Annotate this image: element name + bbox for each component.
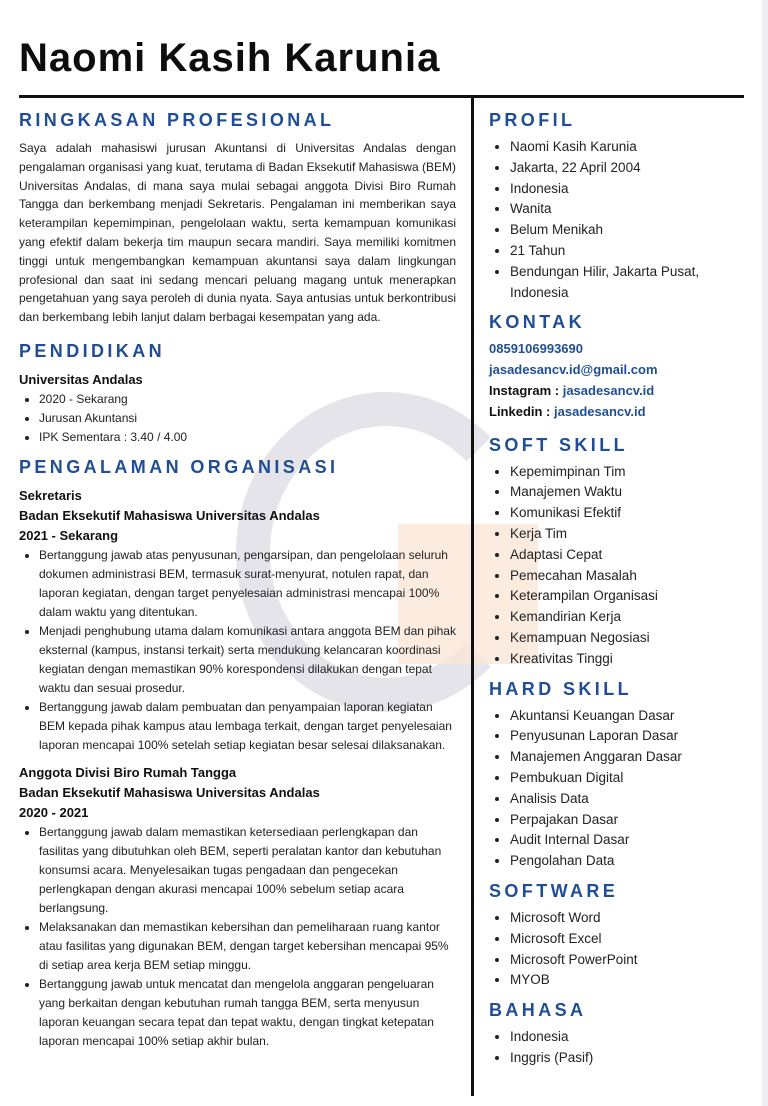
- list-item: • 2020 - Sekarang: [39, 390, 456, 409]
- list-item: • Penyusunan Laporan Dasar: [510, 726, 749, 747]
- experience-entry: [19, 486, 456, 755]
- list-item: • Pengolahan Data: [510, 851, 749, 872]
- list-item: • Perpajakan Dasar: [510, 810, 749, 831]
- list-item: • Melaksanakan dan memastikan kebersihan dan pemeliharaan ruang kantor atau fasilitas yang digunakan BEM, dengan target kebersihan mencapai 95% di setiap area kerja BEM setiap minggu.: [39, 918, 456, 975]
- experience-org: Badan Eksekutif Mahasiswa Universitas Andalas: [19, 507, 320, 523]
- software-list: [489, 908, 749, 991]
- software-heading: SOFTWARE: [489, 880, 619, 901]
- list-item: • Bendungan Hilir, Jakarta Pusat, Indonesia: [510, 262, 749, 304]
- list-item: • Kemandirian Kerja: [510, 607, 749, 628]
- language-list: [489, 1027, 749, 1069]
- list-item: • Adaptasi Cepat: [510, 545, 749, 566]
- profile-heading: PROFIL: [489, 110, 576, 130]
- list-item: • Manajemen Anggaran Dasar: [510, 747, 749, 768]
- list-item: • Bertanggung jawab dalam pembuatan dan penyampaian laporan kegiatan BEM kepada pihak kampus atau lembaga terkait, dengan target penyelesaian laporan mencapai 100% setelah setiap kegiatan besar selesai dilaksanakan.: [39, 698, 456, 755]
- hard-skill-section: [489, 679, 749, 872]
- list-item: • Pemecahan Masalah: [510, 566, 749, 587]
- list-item: • Komunikasi Efektif: [510, 503, 749, 524]
- soft-skill-heading: SOFT SKILL: [489, 434, 628, 455]
- experience-entry: [19, 763, 456, 1051]
- hard-skill-heading: HARD SKILL: [489, 678, 632, 699]
- software-section: [489, 881, 749, 991]
- summary-section: [19, 110, 456, 327]
- profile-list: [489, 137, 749, 303]
- list-item: • Naomi Kasih Karunia: [510, 137, 749, 158]
- right-column: [489, 110, 749, 1078]
- list-item: • Bertanggung jawab dalam memastikan ketersediaan perlengkapan dan fasilitas yang dibutuhkan oleh BEM, seperti peralatan kantor dan kebutuhan konsumsi acara. Menyelesaikan tugas pengadaan dan pengecekan perlengkapan dengan akurasi mencapai 100% sebelum setiap acara berlangsung.: [39, 823, 456, 918]
- list-item: • Microsoft Excel: [510, 929, 749, 950]
- education-section: [19, 341, 456, 447]
- list-item: • Jakarta, 22 April 2004: [510, 158, 749, 179]
- list-item: • Kreativitas Tinggi: [510, 649, 749, 670]
- page-title: Naomi Kasih Karunia: [19, 36, 441, 80]
- contact-instagram-row: [489, 381, 749, 402]
- contact-linkedin-row: [489, 402, 749, 423]
- linkedin-link[interactable]: jasadesancv.id: [554, 403, 646, 419]
- list-item: • Wanita: [510, 199, 749, 220]
- list-item: • Microsoft Word: [510, 908, 749, 929]
- education-school: Universitas Andalas: [19, 371, 143, 387]
- experience-period: 2020 - 2021: [19, 804, 89, 820]
- list-item: • Audit Internal Dasar: [510, 830, 749, 851]
- experience-heading: PENGALAMAN ORGANISASI: [19, 456, 339, 477]
- contact-phone[interactable]: 0859106993690: [489, 341, 583, 357]
- list-item: • Indonesia: [510, 1027, 749, 1048]
- experience-bullets: [19, 546, 456, 755]
- experience-role: Sekretaris: [19, 487, 82, 503]
- linkedin-label: Linkedin :: [489, 403, 551, 419]
- list-item: • 21 Tahun: [510, 241, 749, 262]
- list-item: • Bertanggung jawab atas penyusunan, pengarsipan, dan pengelolaan seluruh dokumen administrasi BEM, termasuk surat-menyurat, notulen rapat, dan laporan kegiatan, dengan target penyelesaian administrasi mencapai 100% dalam waktu yang ditentukan.: [39, 546, 456, 622]
- experience-role: Anggota Divisi Biro Rumah Tangga: [19, 764, 237, 780]
- experience-period: 2021 - Sekarang: [19, 527, 119, 543]
- soft-skill-list: [489, 462, 749, 670]
- contact-section: [489, 312, 749, 422]
- list-item: • Microsoft PowerPoint: [510, 950, 749, 971]
- experience-section: [19, 457, 456, 1051]
- instagram-label: Instagram :: [489, 382, 560, 398]
- list-item: • Kepemimpinan Tim: [510, 462, 749, 483]
- list-item: • Jurusan Akuntansi: [39, 409, 456, 428]
- education-list: [19, 390, 456, 447]
- list-item: • Indonesia: [510, 179, 749, 200]
- education-heading: PENDIDIKAN: [19, 340, 166, 361]
- list-item: • Pembukuan Digital: [510, 768, 749, 789]
- list-item: • Analisis Data: [510, 789, 749, 810]
- list-item: • Keterampilan Organisasi: [510, 586, 749, 607]
- soft-skill-section: [489, 435, 749, 670]
- list-item: • Kerja Tim: [510, 524, 749, 545]
- hard-skill-list: [489, 706, 749, 872]
- list-item: • Kemampuan Negosiasi: [510, 628, 749, 649]
- experience-bullets: [19, 823, 456, 1051]
- list-item: • IPK Sementara : 3.40 / 4.00: [39, 428, 456, 447]
- contact-email[interactable]: jasadesancv.id@gmail.com: [489, 362, 658, 378]
- list-item: • Menjadi penghubung utama dalam komunikasi antara anggota BEM dan pihak eksternal (kampus, instansi terkait) serta mendukung kelancaran koordinasi kegiatan dengan memastikan 90% korespondensi dilakukan dengan tepat waktu dan sesuai prosedur.: [39, 622, 456, 698]
- left-column: [19, 110, 456, 1059]
- list-item: • Bertanggung jawab untuk mencatat dan mengelola anggaran pengeluaran yang berkaitan dengan kebutuhan rumah tangga BEM, serta menyusun laporan keuangan secara tepat dan tepat waktu, dengan tingkat ketepatan laporan mencapai 100% setiap akhir bulan.: [39, 975, 456, 1051]
- summary-heading: RINGKASAN PROFESIONAL: [19, 110, 335, 130]
- contact-heading: KONTAK: [489, 312, 586, 333]
- list-item: • Belum Menikah: [510, 220, 749, 241]
- list-item: • MYOB: [510, 970, 749, 991]
- list-item: • Manajemen Waktu: [510, 482, 749, 503]
- experience-org: Badan Eksekutif Mahasiswa Universitas Andalas: [19, 784, 320, 800]
- profile-section: [489, 110, 749, 303]
- column-divider: [471, 97, 474, 1096]
- list-item: • Akuntansi Keuangan Dasar: [510, 706, 749, 727]
- list-item: • Inggris (Pasif): [510, 1048, 749, 1069]
- contact-block: [489, 339, 749, 422]
- language-heading: BAHASA: [489, 1000, 587, 1021]
- instagram-link[interactable]: jasadesancv.id: [562, 382, 655, 398]
- language-section: [489, 1000, 749, 1069]
- summary-text: Saya adalah mahasiswi jurusan Akuntansi di Universitas Andalas dengan pengalaman organisasi yang kuat, terutama di Badan Eksekutif Mahasiswa (BEM) Universitas Andalas, di mana saya mulai sebagai anggota Divisi Biro Rumah Tangga dan berkembang menjadi Sekretaris. Pengalaman ini memberikan saya keterampilan kepemimpinan, pengelolaan waktu, serta kemampuan komunikasi yang efektif dalam bekerja tim maupun secara mandiri. Saya memiliki komitmen tinggi untuk mengembangkan kemampuan akuntansi saya dalam lingkungan profesional dan saat ini sedang mencari peluang magang untuk menerapkan pengetahuan yang saya peroleh di dunia nyata. Saya antusias untuk berkontribusi dan berkembang lebih lanjut dalam berbagai kesempatan yang ada.: [19, 141, 456, 325]
- header-divider: [19, 95, 744, 98]
